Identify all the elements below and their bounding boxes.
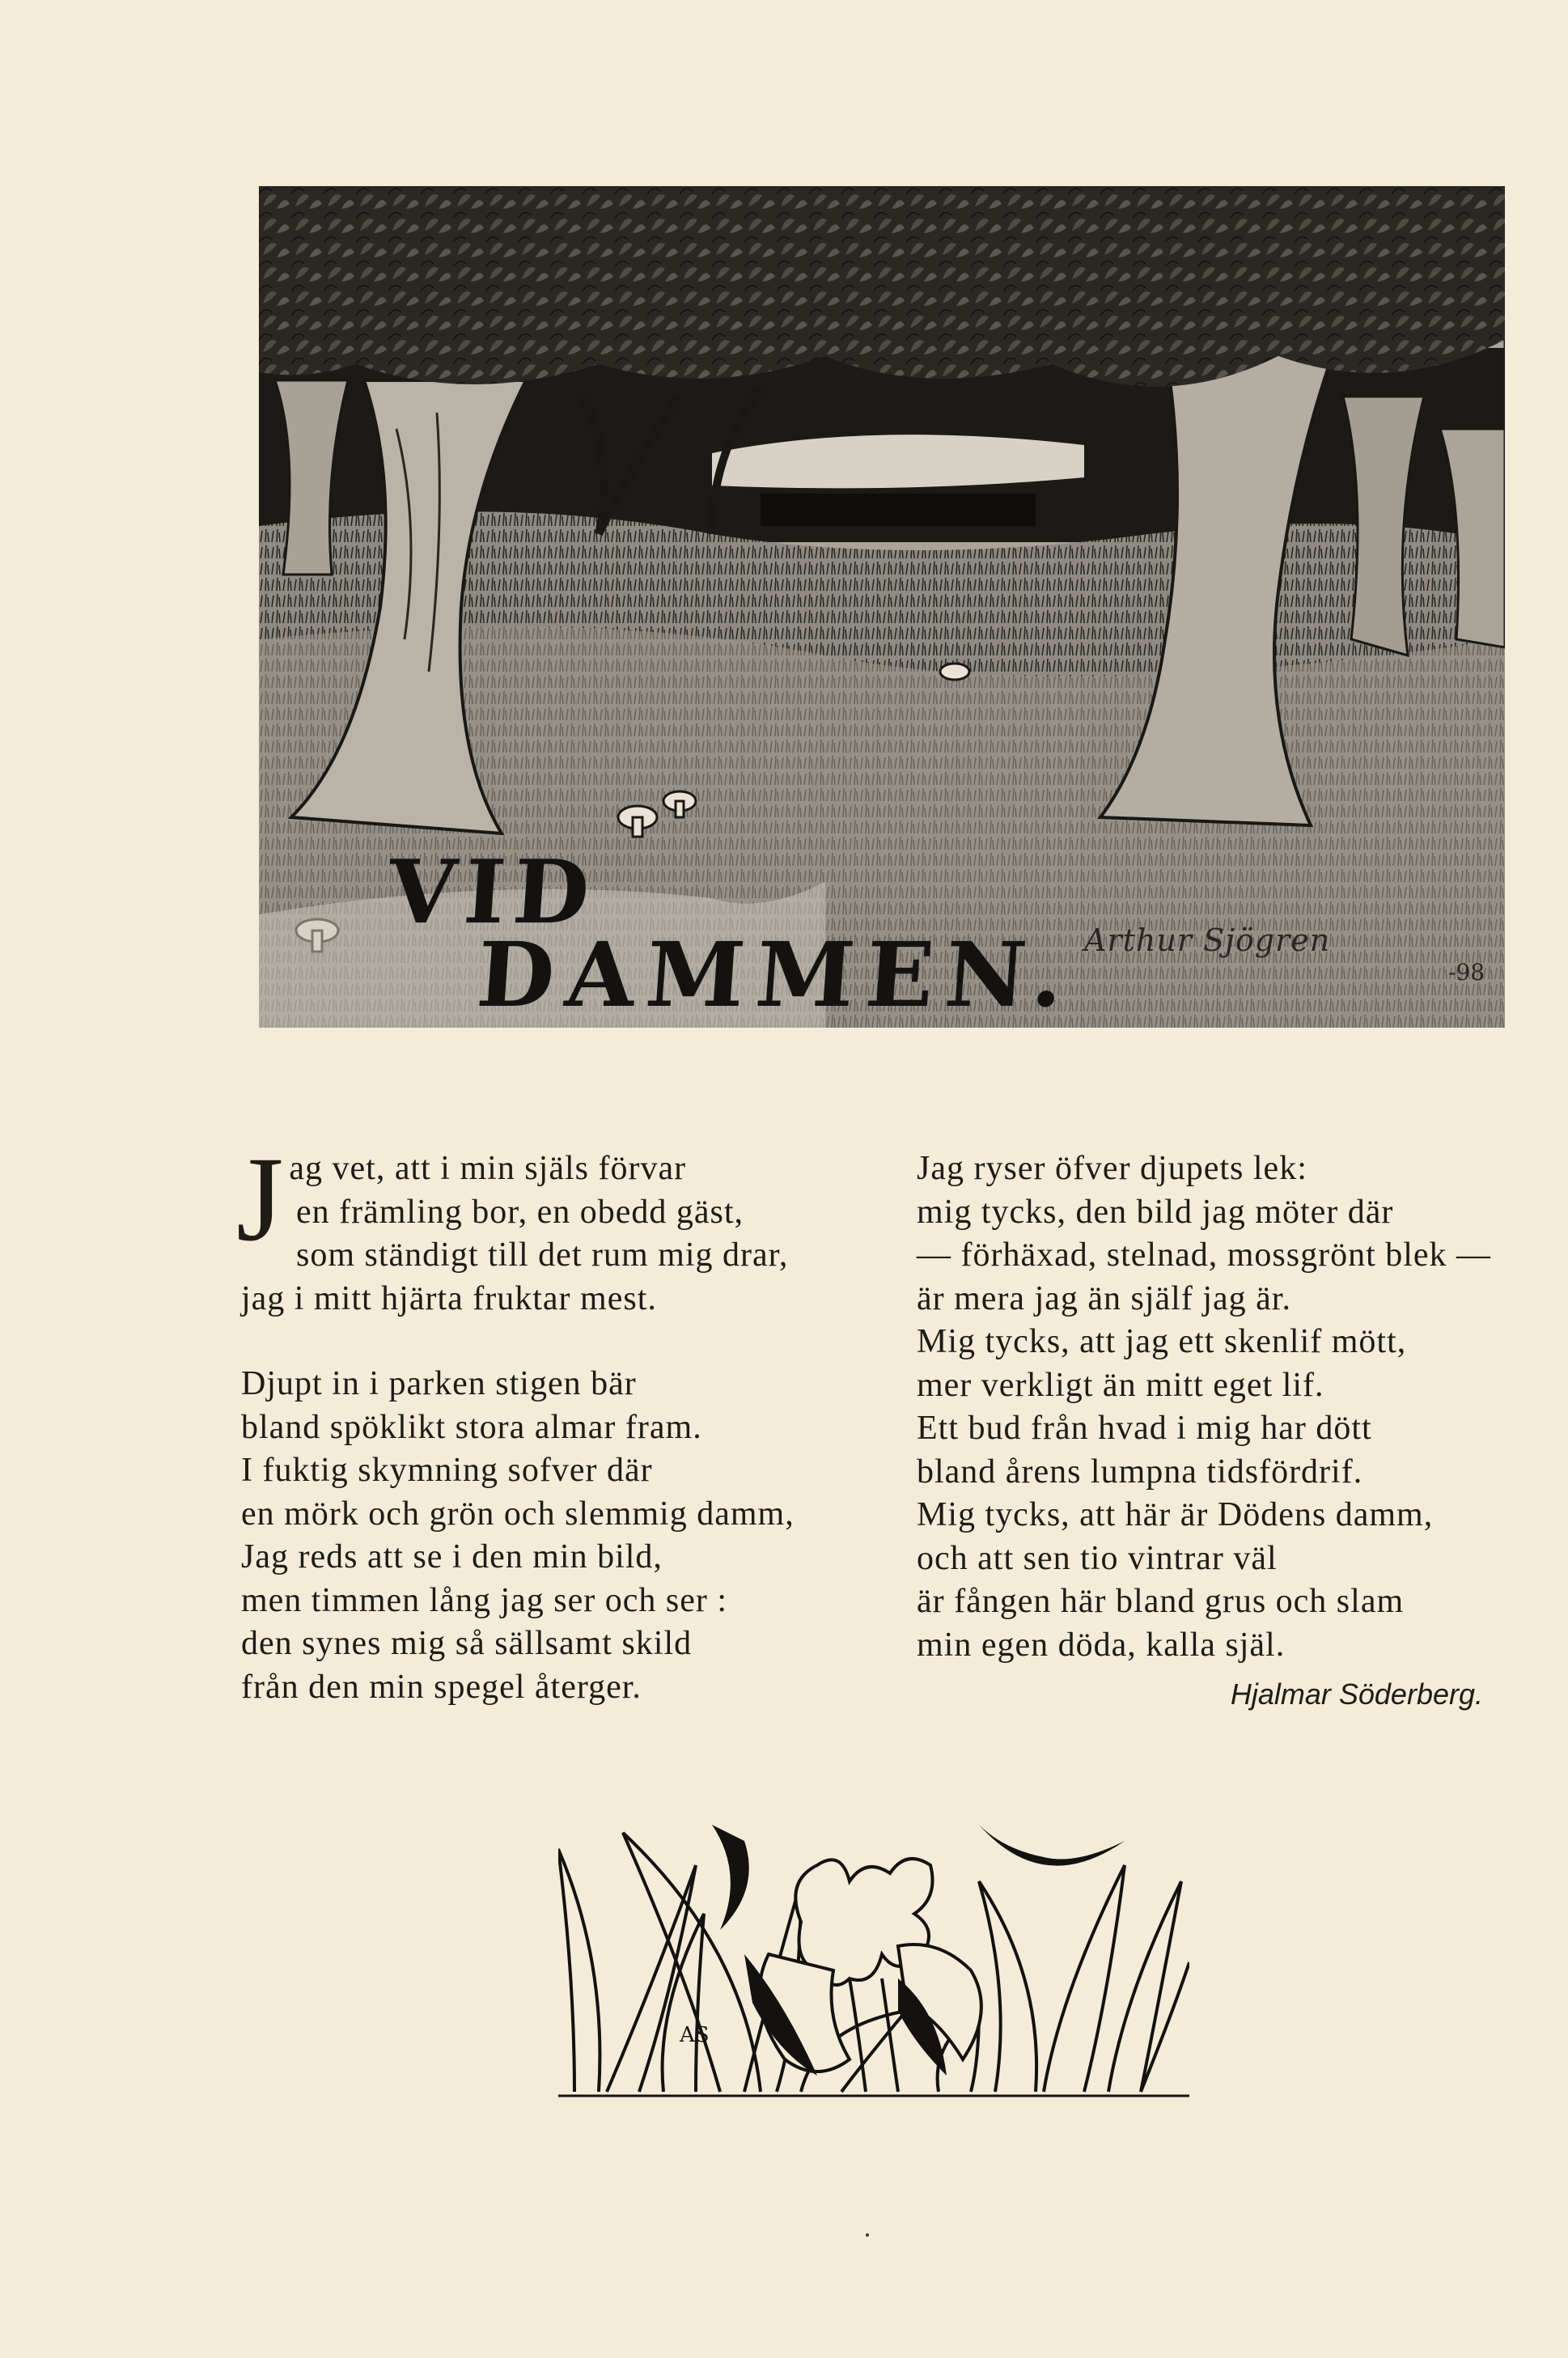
poem-line: Jag ryser öfver djupets lek: (917, 1150, 1307, 1187)
poem-line: jag i mitt hjärta fruktar mest. (241, 1279, 657, 1317)
poem-line: Mig tycks, att jag ett skenlif mött, (917, 1323, 1407, 1360)
artist-signature-year: -98 (1448, 959, 1485, 986)
poem-line: är fången här bland grus och slam (917, 1583, 1405, 1620)
iris-vignette (558, 1817, 1189, 2100)
title-word-dammen: DAMMEN. (473, 922, 1079, 1027)
artist-signature: Arthur Sjögren (1084, 922, 1331, 958)
poem-line: bland spöklikt stora almar fram. (241, 1408, 702, 1446)
poem-line: mig tycks, den bild jag möter där (917, 1193, 1394, 1231)
print-speck (866, 2233, 869, 2237)
poem-line: som ständigt till det rum mig drar, (296, 1236, 789, 1274)
poem-author: Hjalmar Söderberg. (1230, 1677, 1483, 1711)
poem-line: — förhäxad, stelnad, mossgrönt blek — (917, 1236, 1492, 1274)
poem-line: Mig tycks, att här är Dödens damm, (917, 1496, 1434, 1533)
poem-line: min egen döda, kalla själ. (917, 1626, 1286, 1664)
title-word-vid: VID (384, 842, 601, 944)
poem-line-text: ag vet, att i min själs förvar (289, 1150, 687, 1187)
poem-line: men timmen lång jag ser och ser : (241, 1581, 728, 1619)
poem-line: bland årens lumpna tidsfördrif. (917, 1453, 1363, 1491)
poem-stanza-2 (241, 1363, 913, 1709)
poem-stanza-1 (236, 1132, 913, 1321)
iris-flower-drawing (558, 1817, 1189, 2100)
vignette-monogram: AS (680, 2023, 710, 2047)
poem-line: den synes mig så sällsamt skild (241, 1625, 693, 1662)
poem-line: Djupt in i parken stigen bär (241, 1365, 637, 1402)
poem-right-column (917, 1147, 1532, 1717)
poem-line: mer verkligt än mitt eget lif. (917, 1366, 1324, 1404)
poem-line: är mera jag än själf jag är. (917, 1279, 1291, 1317)
poem-line: en mörk och grön och slemmig damm, (241, 1495, 795, 1533)
poem-line: I fuktig skymning sofver där (241, 1452, 653, 1489)
poem-line: en främling bor, en obedd gäst, (296, 1193, 744, 1231)
drop-cap-letter: J (236, 1132, 285, 1266)
poem-line: Jag reds att se i den min bild, (241, 1538, 663, 1576)
illustration-title (356, 842, 1084, 1036)
poem-line: från den min spegel återger. (241, 1668, 642, 1706)
poem-line: och att sen tio vintrar väl (917, 1539, 1278, 1577)
poem-left-column (236, 1132, 913, 1751)
poem-line: Ett bud från hvad i mig har dött (917, 1410, 1372, 1447)
